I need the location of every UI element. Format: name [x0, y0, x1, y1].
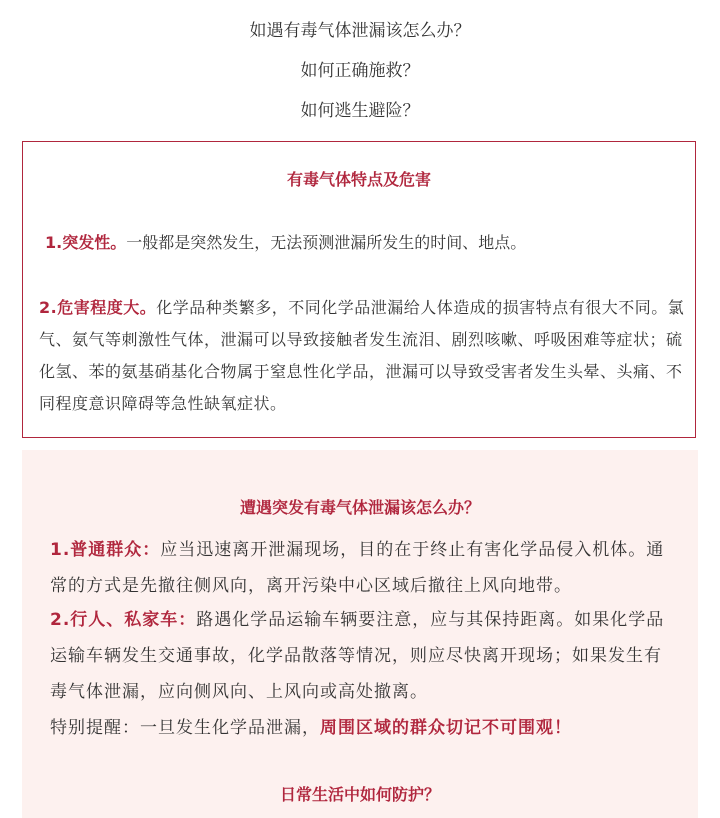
feature-sudden-text: 一般都是突然发生，无法预测泄漏所发生的时间、地点。 — [126, 233, 527, 252]
intro-question-gas-leak: 如遇有毒气体泄漏该怎么办？ — [249, 21, 471, 41]
feature-sudden-label: 1.突发性。 — [45, 233, 127, 252]
vehicle-advice-text: 路遇化学品运输车辆要注意，应与其保持距离。如果化学品运输车辆发生交通事故，化学品散落等情况，则应尽快离开现场；如果发生有毒气体泄漏，应向侧风向、上风向或高处撤离。 — [50, 610, 665, 702]
daily-protection-title: 日常生活中如何防护？ — [279, 785, 440, 804]
emergency-response-box — [22, 450, 698, 818]
public-advice-label: 1.普通群众： — [50, 540, 161, 560]
vehicle-advice-paragraph — [50, 602, 668, 710]
feature-harm-text: 化学品种类繁多，不同化学品泄漏给人体造成的损害特点有很大不同。氯气、氨气等刺激性气体，泄漏可以导致接触者发生流泪、剧烈咳嗽、呼吸困难等症状；硫化氢、苯的氨基硝基化合物属于窒息性化学品，泄漏可以导致受害者发生头晕、头痛、不同程度意识障碍等急性缺氧症状。 — [39, 298, 685, 413]
feature-sudden-paragraph — [45, 230, 685, 256]
characteristics-box — [22, 141, 696, 438]
feature-harm-paragraph — [39, 292, 685, 420]
public-advice-paragraph — [50, 532, 668, 604]
feature-harm-label: 2.危害程度大。 — [39, 298, 157, 317]
emergency-response-title: 遭遇突发有毒气体泄漏该怎么办？ — [239, 498, 480, 517]
intro-question-escape: 如何逃生避险？ — [300, 101, 420, 121]
special-reminder — [50, 710, 668, 746]
special-reminder-text: 特别提醒：一旦发生化学品泄漏， — [50, 718, 320, 738]
vehicle-advice-label: 2.行人、私家车： — [50, 610, 197, 630]
public-advice-text: 应当迅速离开泄漏现场，目的在于终止有害化学品侵入机体。通常的方式是先撤往侧风向，离开污染中心区域后撤往上风向地带。 — [50, 540, 665, 596]
intro-question-first-aid: 如何正确施救？ — [300, 61, 420, 81]
special-reminder-emphasis: 周围区域的群众切记不可围观！ — [320, 718, 572, 738]
characteristics-title: 有毒气体特点及危害 — [286, 170, 431, 189]
